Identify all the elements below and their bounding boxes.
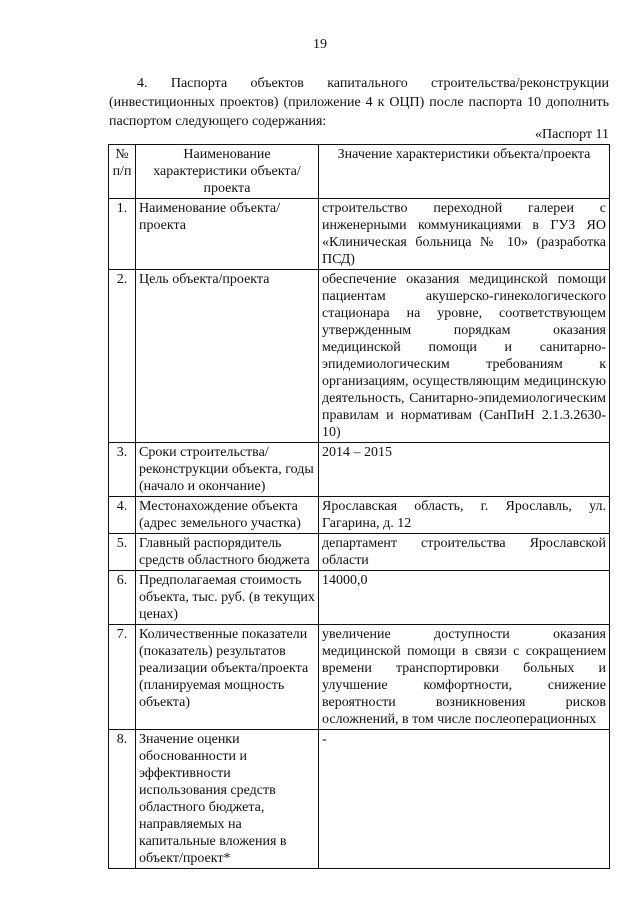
row-num: 3. bbox=[109, 443, 136, 497]
table-row bbox=[109, 571, 610, 625]
row-name: Количественные показатели (показатель) результатов реализации объекта/проекта (планируемая мощность объекта) bbox=[136, 625, 319, 730]
table-row bbox=[109, 443, 610, 497]
header-name: Наименование характеристики объекта/проекта bbox=[136, 145, 319, 199]
row-value: Ярославская область, г. Ярославль, ул. Гагарина, д. 12 bbox=[319, 497, 610, 534]
table-row bbox=[109, 730, 610, 869]
row-name: Главный распорядитель средств областного бюджета bbox=[136, 534, 319, 571]
row-num: 2. bbox=[109, 270, 136, 443]
row-num: 1. bbox=[109, 199, 136, 270]
row-name: Цель объекта/проекта bbox=[136, 270, 319, 443]
row-name: Местонахождение объекта (адрес земельного участка) bbox=[136, 497, 319, 534]
page-number: 19 bbox=[313, 37, 327, 52]
row-num: 4. bbox=[109, 497, 136, 534]
row-value: департамент строительства Ярославской области bbox=[319, 534, 610, 571]
row-value: 14000,0 bbox=[319, 571, 610, 625]
table-header-row bbox=[109, 145, 610, 199]
passport-label: «Паспорт 11 bbox=[535, 127, 609, 142]
table-row bbox=[109, 270, 610, 443]
row-value: увеличение доступности оказания медицинской помощи в связи с сокращением времени транспортировки больных и улучшение комфортности, снижение вероятности возникновения рисков осложнений, в том числе послеоперационных bbox=[319, 625, 610, 730]
table-row bbox=[109, 199, 610, 270]
row-num: 5. bbox=[109, 534, 136, 571]
table-row bbox=[109, 625, 610, 730]
row-value: - bbox=[319, 730, 610, 869]
row-value: строительство переходной галереи с инженерными коммуникациями в ГУЗ ЯО «Клиническая больница № 10» (разработка ПСД) bbox=[319, 199, 610, 270]
row-num: 8. bbox=[109, 730, 136, 869]
row-num: 6. bbox=[109, 571, 136, 625]
table-row bbox=[109, 497, 610, 534]
header-value: Значение характеристики объекта/проекта bbox=[319, 145, 610, 199]
row-name: Предполагаемая стоимость объекта, тыс. руб. (в текущих ценах) bbox=[136, 571, 319, 625]
row-num: 7. bbox=[109, 625, 136, 730]
passport-table bbox=[108, 144, 610, 869]
row-name: Наименование объекта/проекта bbox=[136, 199, 319, 270]
intro-paragraph: 4. Паспорта объектов капитального строительства/реконструкции (инвестиционных проектов) (приложение 4 к ОЦП) после паспорта 10 дополнить паспортом следующего содержания: bbox=[109, 76, 609, 129]
row-value: 2014 – 2015 bbox=[319, 443, 610, 497]
row-value: обеспечение оказания медицинской помощи пациентам акушерско-гинекологического стационара на уровне, соответствующем утвержденным порядкам оказания медицинской помощи и санитарно-эпидемиологическим требованиям к организациям, осуществляющим медицинскую деятельность, Санитарно-эпидемиологическим правилам и нормативам (СанПиН 2.1.3.2630-10) bbox=[319, 270, 610, 443]
row-name: Значение оценки обоснованности и эффективности использования средств областного бюджета, направляемых на капитальные вложения в объект/проект* bbox=[136, 730, 319, 869]
row-name: Сроки строительства/реконструкции объекта, годы (начало и окончание) bbox=[136, 443, 319, 497]
table-row bbox=[109, 534, 610, 571]
header-num: № п/п bbox=[109, 145, 136, 199]
